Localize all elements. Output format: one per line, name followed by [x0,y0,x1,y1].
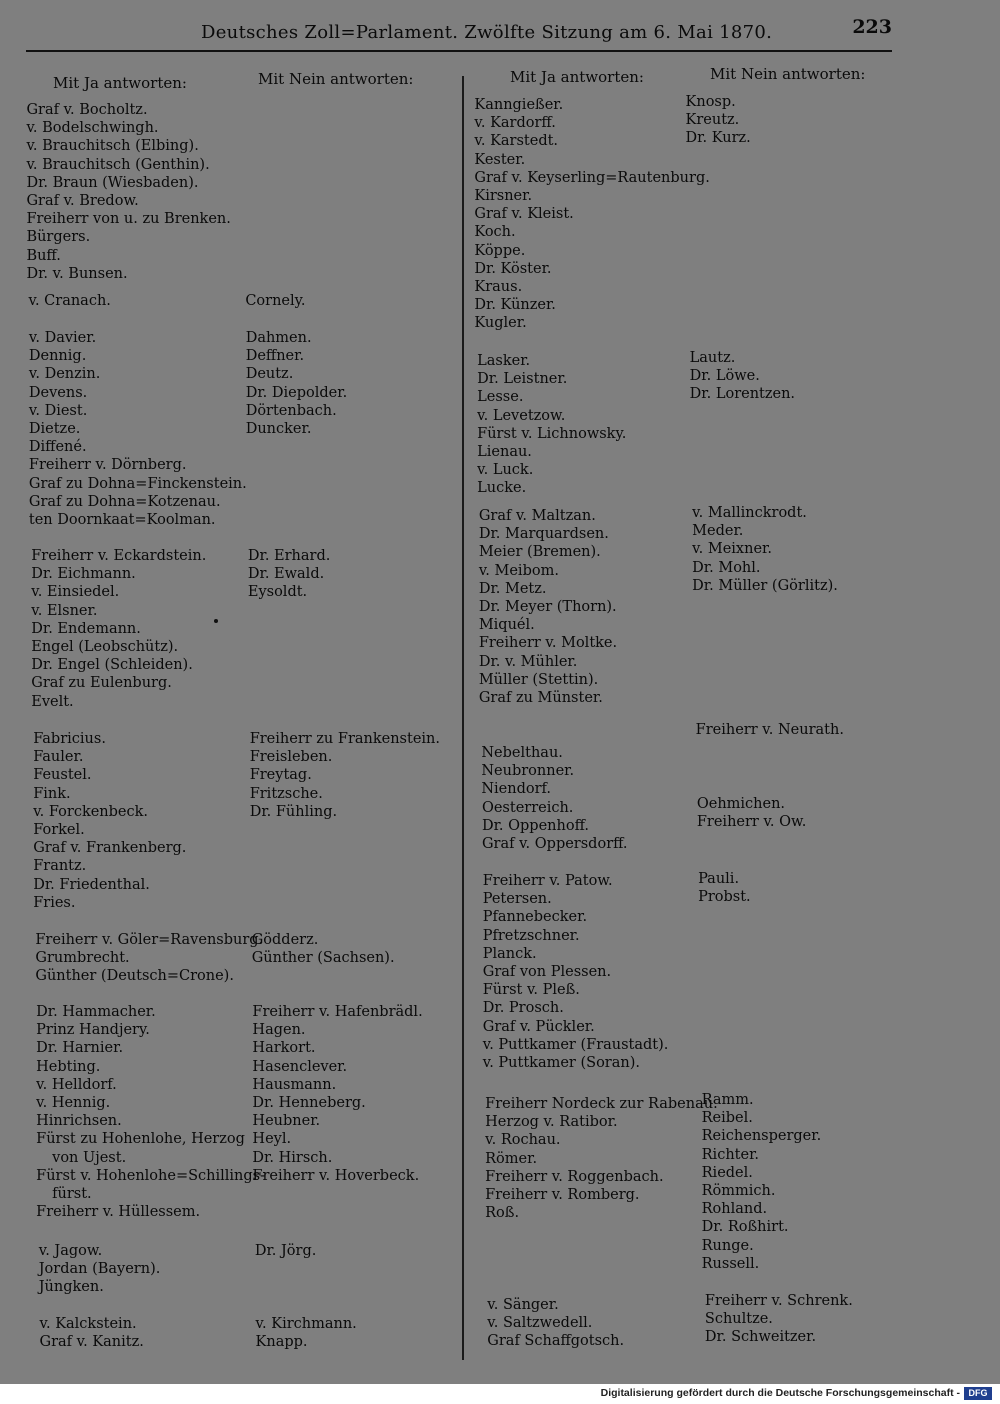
left-yes-entry: Freiherr v. Göler=Ravensburg. [35,932,264,948]
right-yes-entry: Kanngießer. [474,97,564,113]
left-yes-entry: v. Helldorf. [36,1076,117,1093]
left-yes-entry: ten Doornkaat=Koolman. [28,512,216,528]
left-yes-entry: Diffené. [28,439,87,456]
left-yes-entry: v. Diest. [28,402,88,419]
left-yes-entry: v. Forckenbeck. [33,803,149,820]
left-yes-entry: Grumbrecht. [35,950,130,967]
right-yes-entry: Kirsner. [474,188,533,204]
left-yes-entry: Dr. Engel (Schleiden). [31,657,193,674]
left-yes-entry: Fauler. [33,749,84,766]
right-yes-entry: Petersen. [482,891,552,908]
left-no-entry: Dörtenbach. [245,402,337,419]
right-yes-entry: Dr. Meyer (Thorn). [478,599,617,615]
left-yes-entry: Dr. Braun (Wiesbaden). [26,174,199,191]
right-yes-entry: Graf v. Kleist. [474,206,574,223]
left-no-entry: Freytag. [249,767,312,784]
left-yes-entry: Fürst v. Hohenlohe=Schillings- [36,1167,266,1184]
left-no-entry: Dahmen. [245,330,312,346]
left-yes-entry: Graf zu Eulenburg. [31,675,172,692]
left-yes-entry: v. Kalckstein. [39,1316,137,1332]
right-no-entry: Kreutz. [685,112,740,129]
right-yes-entry: Graf Schaffgotsch. [487,1333,625,1350]
left-no-entry: Dr. Hirsch. [252,1149,333,1166]
right-yes-entry: Kraus. [474,279,523,295]
left-yes-entry: Dietze. [28,421,81,437]
left-no-entry: Dr. Ewald. [247,566,325,583]
left-yes-entry: Devens. [28,384,88,401]
left-yes-entry: v. Brauchitsch (Genthin). [26,156,210,173]
right-no-entry: Pauli. [698,871,740,887]
right-no-entry: Dr. Mohl. [692,559,761,576]
right-yes-entry: Koch. [474,224,516,241]
left-no-entry: Heyl. [252,1131,292,1148]
left-yes-entry: Freiherr v. Hüllessem. [36,1204,201,1221]
right-yes-entry: v. Meibom. [478,562,559,579]
right-yes-entry: Meier (Bremen). [478,544,601,561]
right-yes-entry: Dr. Metz. [478,580,547,597]
left-yes-entry: Graf zu Dohna=Kotzenau. [28,493,221,510]
left-yes-entry: Fürst zu Hohenlohe, Herzog [36,1131,245,1148]
left-no-entry: Dr. Diepolder. [245,384,348,401]
right-yes-entry: Graf v. Maltzan. [478,508,596,524]
right-yes-entry: Miquél. [478,617,535,634]
left-no-entry: Hausmann. [252,1076,337,1093]
left-yes-entry: Forkel. [33,822,85,838]
right-no-entry: Ramm. [701,1092,754,1108]
footer-credit: Digitalisierung gefördert durch die Deutsche Forschungsgemeinschaft - [600,1387,960,1399]
right-yes-entry: Kester. [474,151,526,168]
right-yes-entry: Dr. Marquardsen. [478,526,609,543]
left-yes-entry: v. Davier. [28,330,97,346]
right-no-entry: Knosp. [685,94,736,110]
right-no-entry: Freiherr v. Ow. [696,814,807,831]
right-yes-entry: v. Luck. [477,462,534,479]
right-yes-entry: Planck. [482,945,537,962]
heading-left-yes: Mit Ja antworten: [53,74,187,92]
right-no-entry: Reibel. [701,1110,753,1127]
left-no-entry: Dr. Erhard. [247,548,331,564]
left-no-entry: Harkort. [252,1040,316,1057]
left-yes-entry: Bürgers. [26,229,91,246]
left-no-entry: Dr. Henneberg. [252,1095,366,1111]
left-yes-entry: Jüngken. [38,1279,104,1296]
left-yes-entry: v. Jagow. [38,1243,103,1259]
right-no-entry: Riedel. [701,1164,753,1181]
header-title: Deutsches Zoll=Parlament. Zwölfte Sitzung am 6. Mai 1870. [201,22,773,43]
right-no-entry: Reichensperger. [701,1128,822,1145]
page-number: 223 [852,16,892,38]
left-no-entry: Dr. Fühling. [249,803,338,820]
left-yes-entry: Hinrichsen. [36,1113,122,1130]
left-yes-entry: Engel (Leobschütz). [31,639,179,655]
left-no-entry: Dr. Jörg. [254,1243,317,1259]
right-yes-entry: Freiherr Nordeck zur Rabenau. [485,1096,718,1112]
left-no-entry: Heubner. [252,1113,321,1130]
right-no-entry: Dr. Löwe. [689,368,760,385]
right-no-entry: Dr. Lorentzen. [689,386,796,403]
left-no-entry: Deffner. [245,348,305,365]
right-yes-entry: Lasker. [477,353,531,369]
column-divider [462,76,464,1360]
left-no-entry: Hagen. [252,1022,306,1039]
left-yes-entry: v. Einsiedel. [31,584,120,601]
right-yes-entry: Oesterreich. [481,800,574,816]
right-yes-entry: Dr. Künzer. [474,297,556,314]
left-no-entry: Cornely. [245,293,306,309]
right-yes-entry: Freiherr v. Romberg. [485,1187,640,1203]
right-yes-entry: Nebelthau. [481,745,563,761]
right-yes-entry: Köppe. [474,242,526,259]
footer-band [0,1384,1000,1404]
left-no-entry: Knapp. [255,1334,308,1351]
left-yes-entry: Dennig. [28,348,87,365]
right-no-entry: Probst. [698,889,751,906]
heading-right-yes: Mit Ja antworten: [510,68,644,86]
right-no-entry: Oehmichen. [696,796,786,812]
left-no-entry: Deutz. [245,366,294,383]
heading-right-no: Mit Nein antworten: [710,65,866,83]
right-yes-entry: v. Puttkamer (Soran). [482,1055,640,1071]
left-yes-entry: v. Bodelschwingh. [26,120,159,137]
left-yes-entry: v. Hennig. [36,1095,111,1111]
left-yes-entry: Freiherr v. Eckardstein. [31,548,207,564]
left-no-entry: Gödderz. [251,932,319,948]
left-yes-entry: v. Cranach. [28,293,111,309]
right-no-entry: Russell. [701,1255,760,1272]
right-yes-entry: Niendorf. [481,781,552,798]
left-yes-entry: Graf v. Bocholtz. [26,102,148,118]
left-no-entry: Fritzsche. [249,785,323,802]
right-no-entry: v. Mallinckrodt. [692,505,807,521]
right-yes-entry: Graf v. Pückler. [482,1018,595,1035]
right-yes-entry: v. Karstedt. [474,133,559,150]
left-no-entry: v. Kirchmann. [255,1316,357,1332]
right-no-entry: Freiherr v. Schrenk. [704,1293,853,1309]
right-yes-entry: Lesse. [477,389,524,406]
left-yes-entry: Graf v. Frankenberg. [33,840,187,857]
left-yes-entry: v. Elsner. [31,602,98,619]
right-no-entry: Richter. [701,1146,760,1163]
left-yes-entry: Graf v. Bredow. [26,193,139,209]
left-yes-entry: Graf v. Kanitz. [39,1334,144,1351]
right-yes-entry: v. Rochau. [485,1132,561,1149]
right-yes-entry: v. Saltzwedell. [487,1315,593,1332]
right-no-entry: Rohland. [701,1201,768,1218]
right-yes-entry: Herzog v. Ratibor. [485,1114,618,1131]
right-yes-entry: Dr. Prosch. [482,1000,564,1017]
left-no-entry: Freiherr v. Hoverbeck. [252,1167,420,1184]
right-no-entry: v. Meixner. [692,541,772,558]
left-yes-entry: Dr. v. Bunsen. [26,265,128,282]
right-yes-entry: Neubronner. [481,763,575,780]
left-yes-entry: Freiherr v. Dörnberg. [28,457,187,474]
right-no-entry: Dr. Müller (Görlitz). [692,577,838,594]
left-no-entry: Duncker. [245,421,312,437]
right-no-entry: Runge. [701,1237,754,1254]
left-yes-entry: Prinz Handjery. [36,1022,150,1039]
right-yes-entry: Dr. Köster. [474,260,552,277]
page-header [26,14,892,48]
left-no-entry: Hasenclever. [252,1058,348,1075]
right-yes-entry: Roß. [485,1205,520,1222]
right-yes-entry: v. Sänger. [487,1297,559,1313]
right-yes-entry: Graf v. Keyserling=Rautenburg. [474,169,710,186]
right-yes-entry: Freiherr v. Roggenbach. [485,1168,664,1185]
left-yes-entry: Dr. Friedenthal. [33,876,150,893]
right-no-entry: Dr. Roßhirt. [701,1219,789,1236]
right-yes-entry: Graf v. Oppersdorff. [481,836,628,853]
right-no-entry: Dr. Kurz. [685,130,751,147]
right-yes-entry: Freiherr v. Moltke. [478,635,618,652]
right-yes-entry: Dr. Oppenhoff. [481,818,589,835]
right-yes-entry: Dr. Leistner. [477,371,568,388]
left-yes-entry: von Ujest. [52,1149,127,1166]
left-yes-entry: Jordan (Bayern). [38,1261,161,1278]
right-yes-entry: Kugler. [474,315,527,332]
right-yes-entry: Fürst v. Pleß. [482,982,580,999]
left-yes-entry: Frantz. [33,858,87,875]
left-yes-entry: Dr. Eichmann. [31,566,136,583]
left-no-entry: Günther (Sachsen). [251,950,395,967]
stray-ink-dot [214,619,218,623]
right-yes-entry: Pfannebecker. [482,909,588,926]
left-yes-entry: v. Denzin. [28,366,101,383]
left-yes-entry: Günther (Deutsch=Crone). [35,968,234,985]
left-yes-entry: fürst. [52,1186,92,1202]
right-yes-entry: Lucke. [477,480,527,497]
left-yes-entry: v. Brauchitsch (Elbing). [26,138,199,155]
left-no-entry: Freiherr v. Hafenbrädl. [252,1004,423,1020]
left-yes-entry: Dr. Hammacher. [36,1004,156,1020]
dfg-logo: DFG [964,1387,992,1400]
right-no-entry: Lautz. [689,350,736,366]
left-yes-entry: Hebting. [36,1058,101,1075]
left-yes-entry: Dr. Harnier. [36,1040,124,1057]
right-yes-entry: Lienau. [477,444,532,460]
right-yes-entry: Graf von Plessen. [482,964,612,980]
left-no-entry: Freisleben. [249,749,333,766]
right-no-entry: Meder. [692,523,744,540]
right-yes-entry: v. Kardorff. [474,115,556,132]
right-yes-entry: Freiherr v. Patow. [482,873,613,889]
right-yes-entry: v. Levetzow. [477,407,566,424]
right-yes-entry: Graf zu Münster. [478,690,603,706]
left-yes-entry: Fink. [33,785,71,802]
left-yes-entry: Fries. [33,894,76,911]
heading-left-no: Mit Nein antworten: [258,70,414,88]
right-yes-entry: Römer. [485,1150,538,1167]
left-no-entry: Freiherr zu Frankenstein. [249,731,440,747]
right-no-entry: Römmich. [701,1183,776,1199]
right-no-entry: Dr. Schweitzer. [704,1329,817,1346]
right-yes-entry: Dr. v. Mühler. [478,653,578,670]
left-yes-entry: Fabricius. [33,731,106,747]
left-yes-entry: Feustel. [33,767,92,784]
right-no-entry: Schultze. [704,1311,773,1328]
header-rule [26,50,892,52]
left-yes-entry: Buff. [26,247,61,264]
left-yes-entry: Freiherr von u. zu Brenken. [26,211,231,228]
right-yes-entry: Müller (Stettin). [478,671,599,688]
right-no-entry: Freiherr v. Neurath. [695,722,844,738]
right-yes-entry: Fürst v. Lichnowsky. [477,425,627,442]
right-yes-entry: v. Puttkamer (Fraustadt). [482,1036,669,1053]
left-yes-entry: Evelt. [31,693,74,710]
right-yes-entry: Pfretzschner. [482,927,580,944]
left-yes-entry: Dr. Endemann. [31,620,141,637]
left-yes-entry: Graf zu Dohna=Finckenstein. [28,475,247,492]
left-no-entry: Eysoldt. [247,584,308,601]
